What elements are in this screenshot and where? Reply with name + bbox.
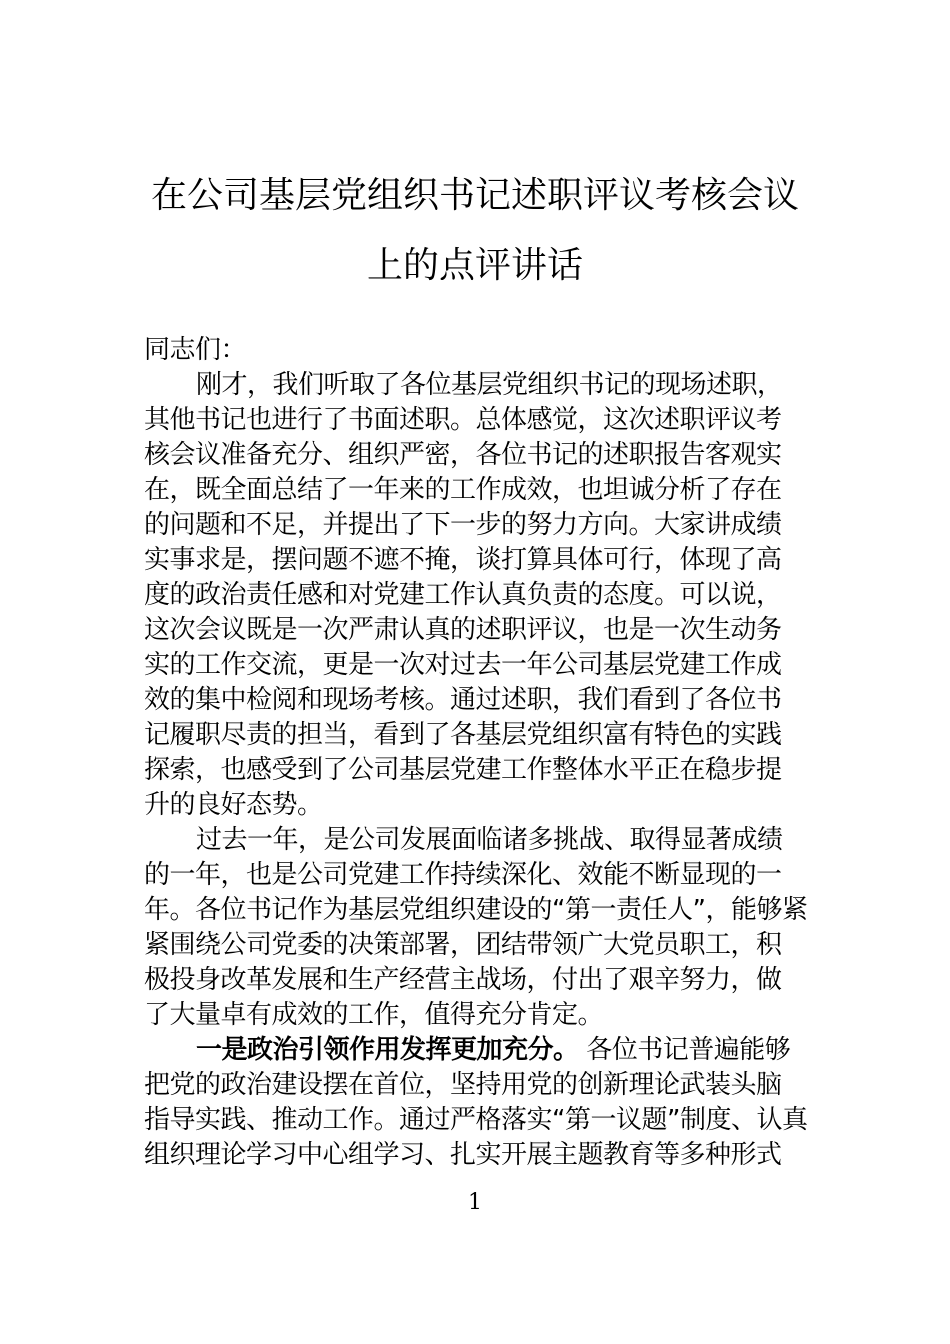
document-title-line-2: 上的点评讲话	[366, 245, 583, 286]
point-1-heading: 一是政治引领作用发挥更加充分。	[196, 1035, 579, 1065]
paragraph-1-line: 核会议准备充分、组织严密，各位书记的述职报告客观实	[144, 440, 782, 470]
paragraph-2-line: 过去一年，是公司发展面临诸多挑战、取得显著成绩	[196, 825, 783, 855]
paragraph-2-line: 紧围绕公司党委的决策部署，团结带领广大党员职工，积	[144, 930, 782, 960]
paragraph-1-line: 效的集中检阅和现场考核。通过述职，我们看到了各位书	[144, 685, 782, 715]
paragraph-1-line: 这次会议既是一次严肃认真的述职评议，也是一次生动务	[144, 615, 782, 645]
paragraph-2-line: 的一年，也是公司党建工作持续深化、效能不断显现的一	[144, 860, 782, 890]
paragraph-1-line: 实事求是，摆问题不遮不掩，谈打算具体可行，体现了高	[144, 545, 782, 575]
paragraph-1-line: 刚才，我们听取了各位基层党组织书记的现场述职，	[196, 370, 783, 400]
paragraph-1-line: 在，既全面总结了一年来的工作成效，也坦诚分析了存在	[144, 475, 782, 505]
paragraph-2-line: 了大量卓有成效的工作，值得充分肯定。	[144, 1000, 604, 1030]
paragraph-3-line: 把党的政治建设摆在首位，坚持用党的创新理论武装头脑	[144, 1070, 782, 1100]
paragraph-3-line: 指导实践、推动工作。通过严格落实“第一议题”制度、认真	[144, 1105, 808, 1135]
paragraph-3-first-line	[144, 1033, 806, 1068]
salutation: 同志们：	[144, 335, 247, 365]
paragraph-1-line: 的问题和不足，并提出了下一步的努力方向。大家讲成绩	[144, 510, 782, 540]
paragraph-2-line: 年。各位书记作为基层党组织建设的“第一责任人”，能够紧	[144, 895, 808, 925]
paragraph-1-line: 实的工作交流，更是一次对过去一年公司基层党建工作成	[144, 650, 782, 680]
paragraph-1-line: 探索，也感受到了公司基层党建工作整体水平正在稳步提	[144, 755, 782, 785]
document-title-line-1: 在公司基层党组织书记述职评议考核会议	[150, 175, 799, 216]
page-number: 1	[468, 1190, 482, 1215]
paragraph-3-line: 组织理论学习中心组学习、扎实开展主题教育等多种形式	[144, 1140, 782, 1170]
paragraph-1-line: 度的政治责任感和对党建工作认真负责的态度。可以说，	[144, 580, 782, 610]
paragraph-1-line: 升的良好态势。	[144, 790, 323, 820]
paragraph-1-line: 其他书记也进行了书面述职。总体感觉，这次述职评议考	[144, 405, 782, 435]
paragraph-2-line: 极投身改革发展和生产经营主战场，付出了艰辛努力，做	[144, 965, 782, 995]
point-1-lead: 各位书记普遍能够	[586, 1035, 791, 1065]
paragraph-1-line: 记履职尽责的担当，看到了各基层党组织富有特色的实践	[144, 720, 782, 750]
document-body	[144, 333, 806, 1173]
